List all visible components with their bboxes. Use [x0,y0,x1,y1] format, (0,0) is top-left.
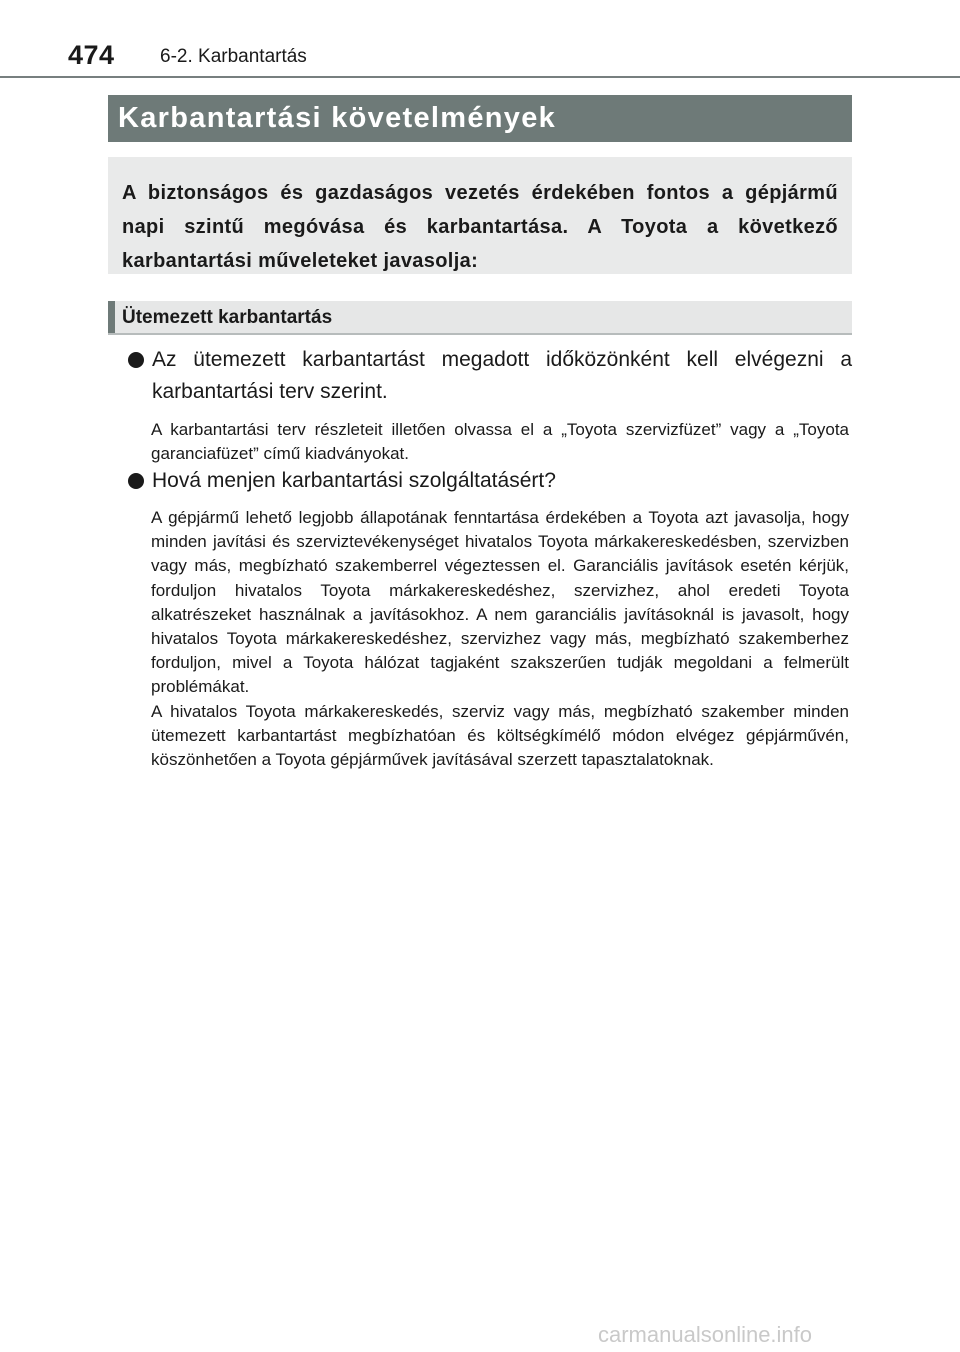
page-title-bar [108,95,852,142]
subsection-header [108,301,852,335]
bullet-item-service [128,465,852,497]
body-text: A karbantartási terv részleteit illetően olvassa el a „Toyota szervizfüzet” vagy a „Toyota garanciafüzet” című kiadványokat. [151,420,849,464]
intro-box [108,157,852,274]
page-number: 474 [68,40,115,70]
page-header [0,0,960,78]
subsection-title: Ütemezett karbantartás [122,307,333,328]
body-paragraph-plan [151,418,849,466]
bullet-icon [128,473,144,489]
body-paragraph-service [151,506,849,772]
page-title: Karbantartási követelmények [118,102,557,134]
header-divider [0,76,960,78]
bullet-heading: Hová menjen karbantartási szolgáltatásért? [152,469,556,492]
subsection-accent [108,301,115,333]
watermark: carmanualsonline.info [598,1322,813,1347]
bullet-icon [128,352,144,368]
section-reference: 6-2. Karbantartás [160,46,307,67]
bullet-heading: Az ütemezett karbantartást megadott időközönként kell elvégezni a karbantartási terv szerint. [152,348,852,403]
intro-text: A biztonságos és gazdaságos vezetés érdekében fontos a gépjármű napi szintű megóvása és karbantartása. A Toyota a következő karbantartási műveleteket javasolja: [122,182,838,272]
bullet-item-scheduled [128,344,852,408]
body-text: A gépjármű lehető legjobb állapotának fenntartása érdekében a Toyota azt javasolja, hogy minden javítási és szerviztevékenységet hivatalos Toyota márkakereskedésben, szervizben vagy más, megbízható szakemberrel végeztessen el. Garanciális javítások esetén kérjük, forduljon hivatalos Toyota márkakereskedéshez, szervizhez, ahol eredeti Toyota alkatrészeket használnak a javításokhoz. A nem garanciális javításoknál is javasolt, hogy hivatalos Toyota márkakereskedéshez, szervizhez vagy más, megbízható szakemberhez forduljon, mivel a Toyota hálózat tagjaként szakszerűen tudják megoldani a felmerült problémákat. [151,508,849,697]
body-text-continued: A hivatalos Toyota márkakereskedés, szerviz vagy más, megbízható szakember minden ütemezett karbantartást megbízhatóan és költségkímélő módon elvégez gépjárművén, köszönhetően a Toyota gépjárművek javításával szerzett tapasztalatoknak. [151,701,849,770]
